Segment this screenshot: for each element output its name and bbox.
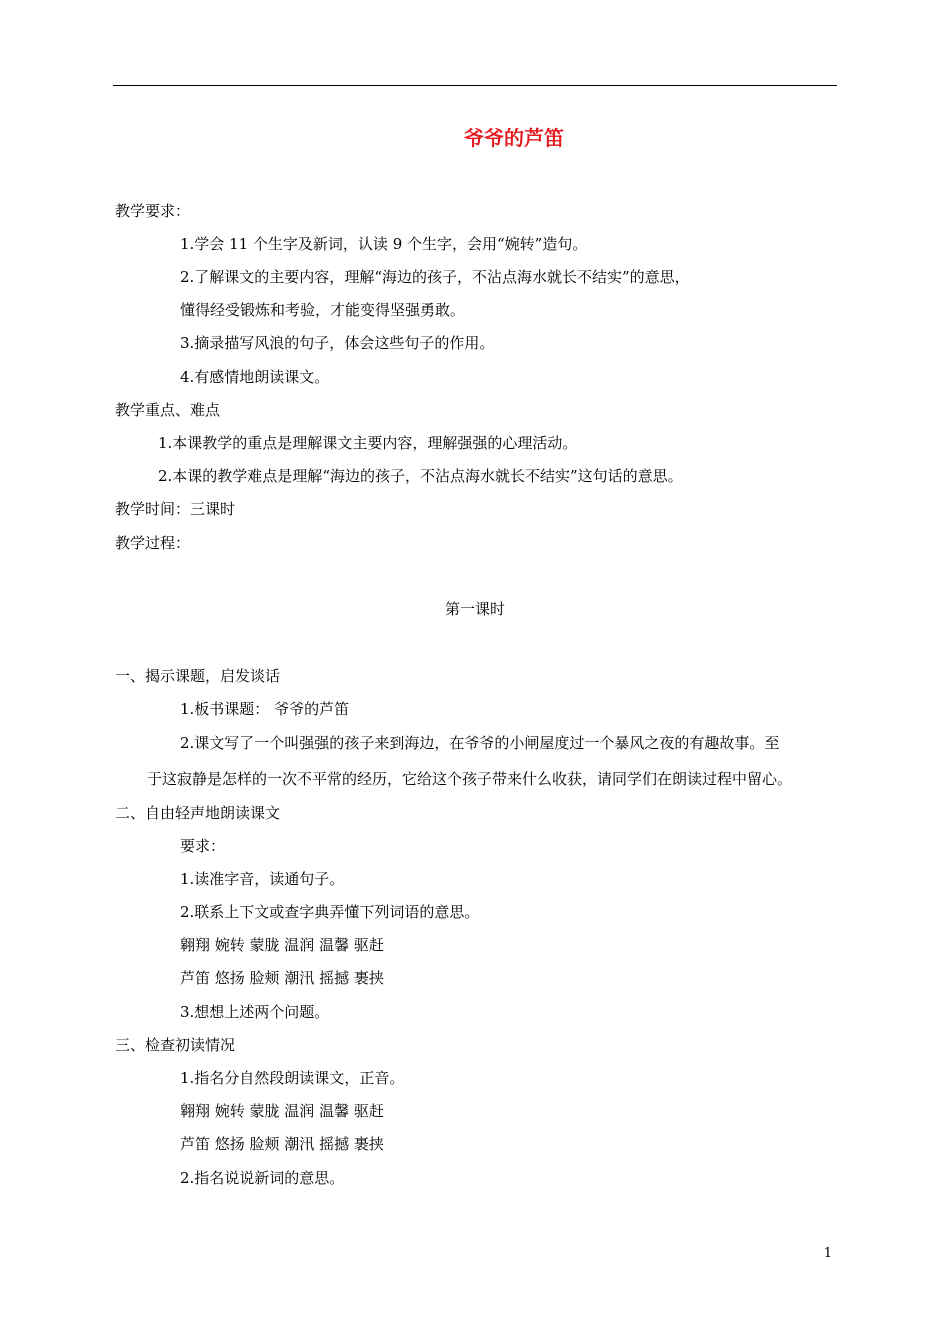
paragraph-line: 2.联系上下文或查字典弄懂下列词语的意思。 <box>180 903 480 921</box>
paragraph-line: 要求： <box>180 837 226 855</box>
paragraph-line: 4.有感情地朗读课文。 <box>180 368 330 386</box>
paragraph-line: 3.想想上述两个问题。 <box>180 1003 330 1021</box>
paragraph-line: 1.学会 11 个生字及新词，认读 9 个生字，会用“婉转”造句。 <box>180 235 588 253</box>
vocabulary-line: 芦笛 悠扬 脸颊 潮汛 摇撼 裹挟 <box>180 1135 384 1153</box>
paragraph-line: 1.指名分自然段朗读课文，正音。 <box>180 1069 405 1087</box>
section-heading: 三、检查初读情况 <box>115 1036 236 1054</box>
page-number: 1 <box>823 1246 832 1261</box>
paragraph-line: 2.课文写了一个叫强强的孩子来到海边，在爷爷的小闸屋度过一个暴风之夜的有趣故事。至 <box>180 734 780 752</box>
section-heading: 一、揭示课题，启发谈话 <box>115 667 281 685</box>
paragraph-line: 2.本课的教学难点是理解“海边的孩子，不沾点海水就长不结实”这句话的意思。 <box>158 467 683 485</box>
vocabulary-line: 翱翔 婉转 蒙胧 温润 温馨 驱赶 <box>180 1102 384 1120</box>
paragraph-line: 1.板书课题： 爷爷的芦笛 <box>180 700 350 718</box>
header-rule <box>113 85 837 86</box>
document-title: 爷爷的芦笛 <box>464 126 564 150</box>
paragraph-line: 于这寂静是怎样的一次不平常的经历，它给这个孩子带来什么收获，请同学们在朗读过程中留心。 <box>147 770 793 788</box>
paragraph-line: 3.摘录描写风浪的句子，体会这些句子的作用。 <box>180 334 495 352</box>
paragraph-line: 2.了解课文的主要内容，理解“海边的孩子，不沾点海水就长不结实”的意思， <box>180 268 690 286</box>
lesson-heading: 第一课时 <box>444 600 505 618</box>
paragraph-line: 2.指名说说新词的意思。 <box>180 1169 345 1187</box>
section-heading: 教学要求： <box>115 202 191 220</box>
paragraph-line: 1.读准字音，读通句子。 <box>180 870 345 888</box>
section-heading: 教学重点、难点 <box>115 401 221 419</box>
section-heading: 二、自由轻声地朗读课文 <box>115 804 281 822</box>
vocabulary-line: 翱翔 婉转 蒙胧 温润 温馨 驱赶 <box>180 936 384 954</box>
paragraph-line: 懂得经受锻炼和考验，才能变得坚强勇敢。 <box>180 301 466 319</box>
paragraph-line: 1.本课教学的重点是理解课文主要内容，理解强强的心理活动。 <box>158 434 578 452</box>
section-heading: 教学过程： <box>115 534 191 552</box>
vocabulary-line: 芦笛 悠扬 脸颊 潮汛 摇撼 裹挟 <box>180 969 384 987</box>
section-heading: 教学时间：三课时 <box>115 500 236 518</box>
